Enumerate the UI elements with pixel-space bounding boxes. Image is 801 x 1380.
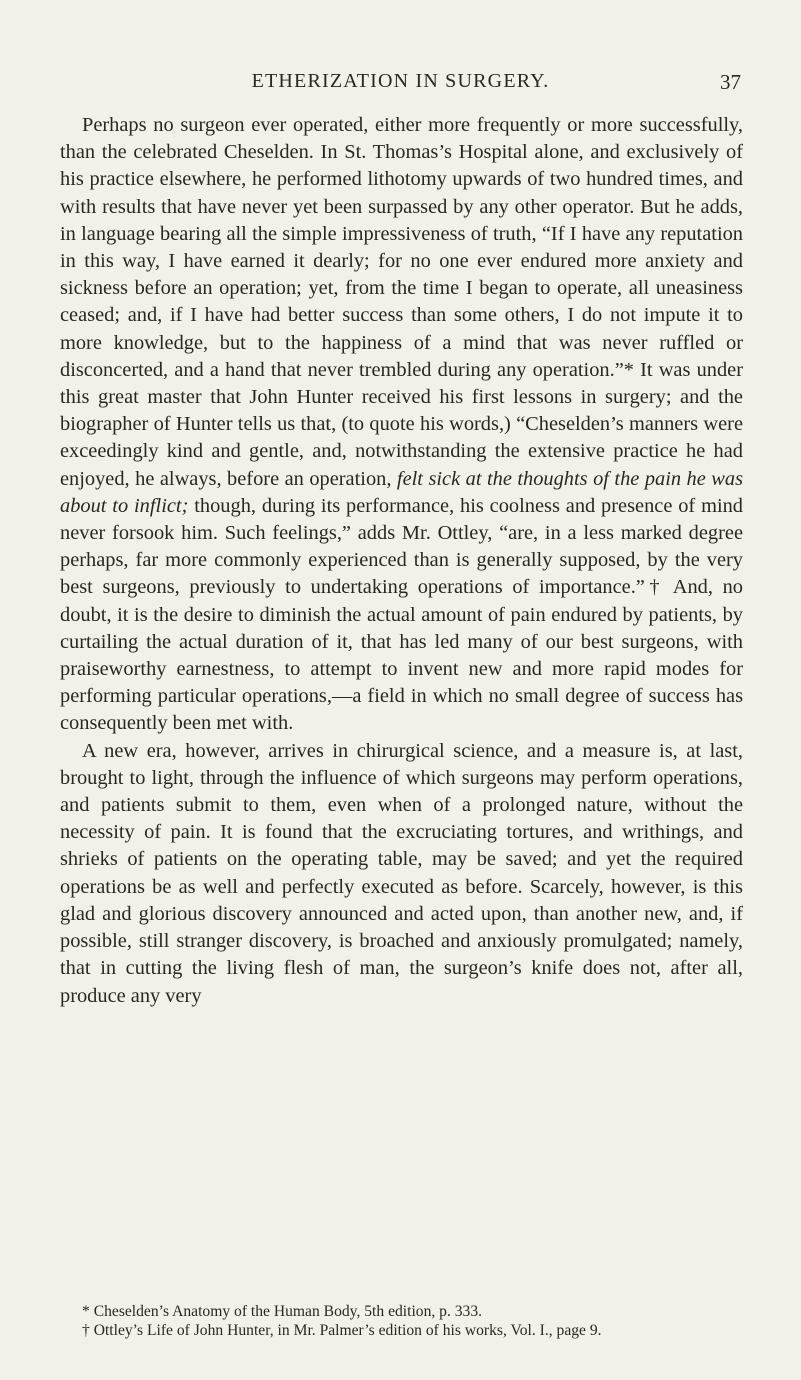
footnote: † Ottley’s Life of John Hunter, in Mr. Palmer’s edition of his works, Vol. I., page 9. — [82, 1322, 602, 1339]
paragraph: A new era, however, arrives in chirurgical science, and a measure is, at last, brought to light, through the influence of which surgeons may perform operations, and patients submit to them, even when of a prolonged nature, without the necessity of pain. It is found that the excruciating tortures, and writhings, and shrieks of patients on the operating table, may be saved; and yet the required operations be as well and perfectly executed as before. Scarcely, however, is this glad and glorious discovery announced and acted upon, than another new, and, if possible, still stranger discovery, is broached and anxiously promulgated; namely, that in cutting the living flesh of man, the surgeon’s knife does not, after all, produce any very — [60, 739, 743, 1007]
page-header — [60, 70, 741, 100]
footnotes — [60, 1302, 743, 1340]
page-number: 37 — [720, 70, 741, 94]
paragraph-text: though, during its performance, his coolness and presence of mind never forsook him. Such feelings,” adds Mr. Ottley, “are, in a less marked degree perhaps, far more commonly experienced than is generally supposed, by the very best surgeons, previously to undertaking operations of importance.”† And, no doubt, it is the desire to diminish the actual amount of pain endured by patients, by curtailing the actual duration of it, that has led many of our best surgeons, with praiseworthy earnestness, to attempt to invent new and more rapid modes for performing particular operations,—a field in which no small degree of success has consequently been met with. — [60, 494, 743, 735]
footnote: * Cheselden’s Anatomy of the Human Body, 5th edition, p. 333. — [82, 1303, 483, 1320]
running-head: ETHERIZATION IN SURGERY. — [251, 70, 550, 92]
paragraph-text: Perhaps no surgeon ever operated, either more frequently or more successfully, than the celebrated Cheselden. In St. Thomas’s Hospital alone, and exclusively of his practice elsewhere, he performed lithotomy upwards of two hundred times, and with results that have never yet been surpassed by any other operator. But he adds, in language bearing all the simple impressiveness of truth, “If I have any reputation in this way, I have earned it dearly; for no one ever endured more anxiety and sickness before an operation; yet, from the time I began to operate, all uneasiness ceased; and, if I have had better success than some others, I do not impute it to more knowledge, but to the happiness of a mind that was never ruffled or disconcerted, and a hand that never trembled during any operation.”* It was under this great master that John Hunter received his first lessons in surgery; and the biographer of Hunter tells us that, (to quote his words,) “Cheselden’s manners were exceedingly kind and gentle, and, notwithstanding the extensive practice he had enjoyed, he always, before an operation, — [60, 114, 743, 490]
paragraph — [60, 112, 743, 738]
body-text — [60, 112, 743, 1010]
italic-quote: felt sick at the thoughts of the pain he was about to inflict; — [60, 467, 744, 517]
